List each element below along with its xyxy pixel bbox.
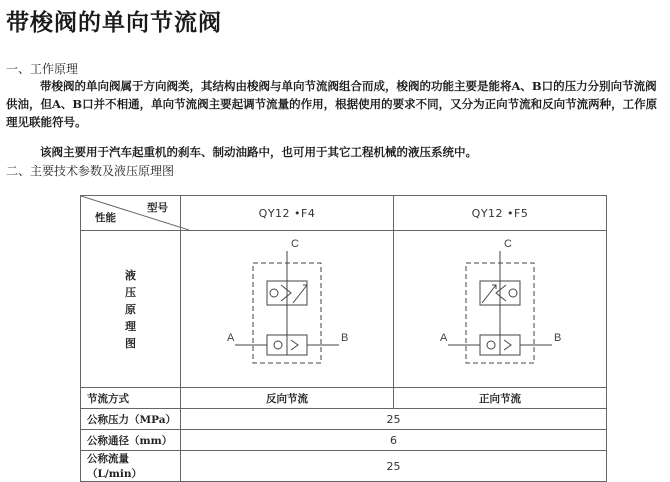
diagram-row	[81, 231, 607, 388]
table-header-row	[81, 196, 607, 231]
nominal-diameter-label: 公称通径（mm）	[81, 430, 181, 451]
port-a-label: A	[440, 331, 448, 344]
nominal-flow-row	[81, 451, 607, 482]
hydraulic-diagram-f5	[400, 233, 600, 383]
port-c-label: C	[504, 237, 512, 250]
nominal-flow-value: 25	[181, 451, 607, 482]
section-heading-2: 二、主要技术参数及液压原理图	[6, 164, 175, 178]
diagram-cell-f4	[181, 231, 394, 388]
nominal-pressure-value: 25	[181, 409, 607, 430]
corner-model-label: 型号	[147, 202, 168, 214]
nominal-diameter-value: 6	[181, 430, 607, 451]
port-c-label: C	[291, 237, 299, 250]
model-f4: QY12 •F4	[181, 196, 394, 231]
nominal-pressure-row	[81, 409, 607, 430]
paragraph-principle: 带梭阀的单向阀属于方向阀类，其结构由梭阀与单向节流阀组合而成，梭阀的功能主要是能将A、B口的压力分别向节流阀供油，但A、B口并不相通，单向节流阀主要起调节流量的作用，根据使用的要求不同，又分为正向节流和反向节流两种，工作原理见联能符号。	[6, 79, 658, 129]
section-heading-1: 一、工作原理	[6, 62, 79, 76]
port-b-label: B	[554, 331, 562, 344]
nominal-pressure-label: 公称压力（MPa）	[81, 409, 181, 430]
throttle-mode-f4: 反向节流	[181, 388, 394, 409]
model-f5: QY12 •F5	[394, 196, 607, 231]
corner-performance-label: 性能	[95, 212, 116, 224]
throttle-mode-label: 节流方式	[81, 388, 181, 409]
diagram-row-label: 液 压 原 理 图	[81, 231, 181, 388]
throttle-mode-row	[81, 388, 607, 409]
port-b-label: B	[341, 331, 349, 344]
paragraph-application: 该阀主要用于汽车起重机的刹车、制动油路中，也可用于其它工程机械的液压系统中。	[40, 145, 477, 159]
diagram-cell-f5	[394, 231, 607, 388]
hydraulic-diagram-f4	[187, 233, 387, 383]
nominal-flow-label: 公称流量（L/min）	[81, 451, 181, 482]
spec-table	[80, 195, 607, 482]
corner-cell	[81, 196, 181, 231]
port-a-label: A	[227, 331, 235, 344]
throttle-mode-f5: 正向节流	[394, 388, 607, 409]
nominal-diameter-row	[81, 430, 607, 451]
page-title: 带梭阀的单向节流阀	[6, 9, 222, 36]
